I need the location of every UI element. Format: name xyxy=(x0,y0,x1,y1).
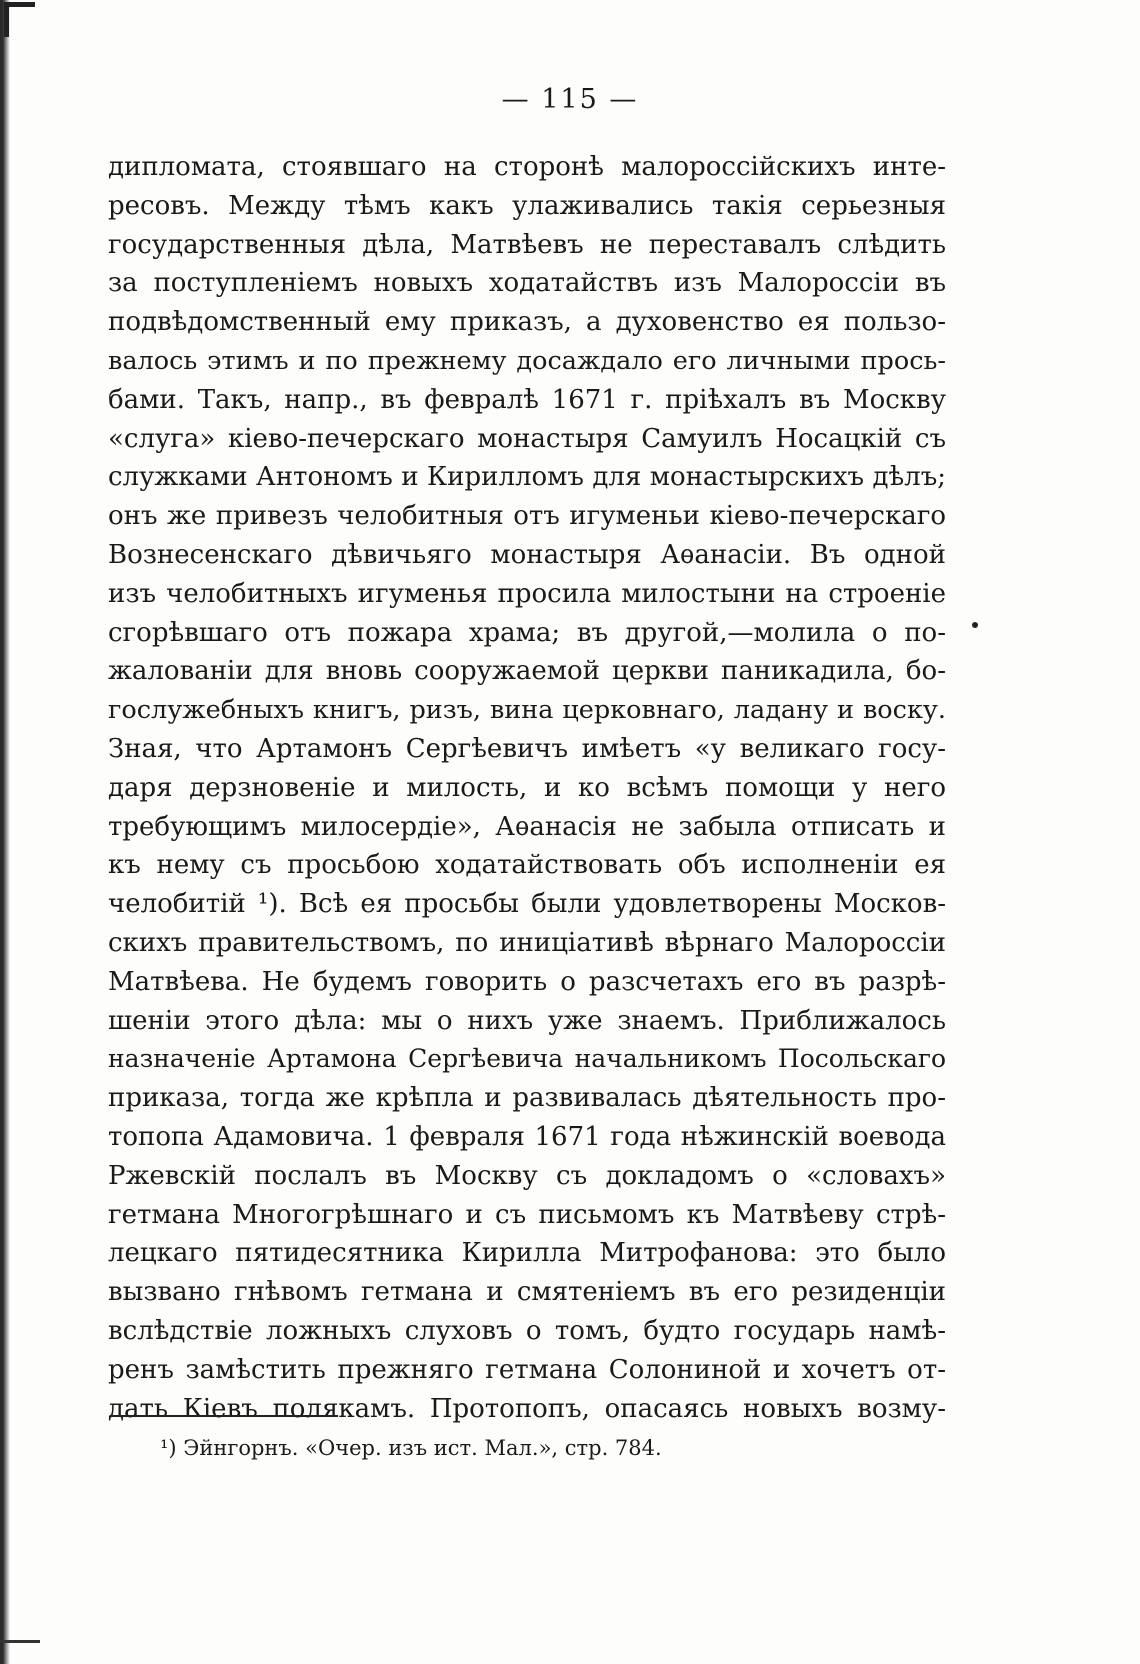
text-line: Матвѣева. Не будемъ говорить о разсчетахъ его въ разрѣ- xyxy=(108,966,946,997)
text-line: дипломата, стоявшаго на сторонѣ малороссійскихъ инте- xyxy=(108,152,946,182)
page-left-edge xyxy=(0,0,10,1664)
text-line: подвѣдомственный ему приказъ, а духовенство ея пользо- xyxy=(108,307,946,338)
bottom-edge-mark xyxy=(0,1640,40,1643)
text-line: изъ челобитныхъ игуменья просила милостыни на строеніе xyxy=(108,578,946,609)
corner-mark xyxy=(4,2,35,37)
text-line: требующимъ милосердіе», Аѳанасія не забыла отписать и xyxy=(108,811,946,842)
text-line: назначеніе Артамона Сергѣевича начальникомъ Посольскаго xyxy=(108,1044,946,1074)
ink-speck xyxy=(972,622,978,628)
text-line: даря дерзновеніе и милость, и ко всѣмъ помощи у него xyxy=(108,772,946,803)
text-line: приказа, тогда же крѣпла и развивалась дѣятельность про- xyxy=(108,1083,946,1114)
text-line: гослужебныхъ книгъ, ризъ, вина церковнаго, ладану и воску. xyxy=(108,695,946,726)
text-line: къ нему съ просьбою ходатайствовать объ исполненіи ея xyxy=(108,850,946,881)
text-line: бами. Такъ, напр., въ февралѣ 1671 г. пріѣхалъ въ Москву xyxy=(108,384,946,415)
text-line: служками Антономъ и Кирилломъ для монастырскихъ дѣлъ; xyxy=(108,462,946,493)
text-line: жалованіи для вновь сооружаемой церкви паникадила, бо- xyxy=(108,656,946,687)
page-number: — 115 — xyxy=(501,84,639,115)
footnote-divider xyxy=(110,1415,338,1417)
text-line: шеніи этого дѣла: мы о нихъ уже знаемъ. Приближалось xyxy=(108,1005,946,1036)
text-line: Вознесенскаго дѣвичьяго монастыря Аѳанасіи. Въ одной xyxy=(108,539,946,570)
text-line: Ржевскій послалъ въ Москву съ докладомъ о «словахъ» xyxy=(108,1160,946,1191)
text-line: валось этимъ и по прежнему досаждало его личными прось- xyxy=(108,345,946,376)
text-line: ресовъ. Между тѣмъ какъ улаживались такія серьезныя xyxy=(108,190,946,221)
text-line: вызвано гнѣвомъ гетмана и смятеніемъ въ его резиденціи xyxy=(108,1277,946,1308)
text-line: челобитій ¹). Всѣ ея просьбы были удовлетворены Москов- xyxy=(108,889,946,920)
text-line: дать Кіевъ полякамъ. Протопопъ, опасаясь новыхъ возму- xyxy=(108,1393,946,1424)
body-text xyxy=(108,148,946,1428)
text-line: топопа Адамовича. 1 февраля 1671 года нѣжинскій воевода xyxy=(108,1121,946,1152)
text-line: Зная, что Артамонъ Сергѣевичъ имѣетъ «у великаго госу- xyxy=(108,733,946,764)
text-line: государственныя дѣла, Матвѣевъ не переставалъ слѣдить xyxy=(108,229,946,260)
text-line: гетмана Многогрѣшнаго и съ письмомъ къ Матвѣеву стрѣ- xyxy=(108,1199,946,1230)
text-line: за поступленіемъ новыхъ ходатайствъ изъ Малороссіи въ xyxy=(108,268,946,299)
text-line: онъ же привезъ челобитныя отъ игуменьи кіево-печерскаго xyxy=(108,501,946,532)
text-line: сгорѣвшаго отъ пожара храма; въ другой,—молила о по- xyxy=(108,617,946,648)
footnote: ¹) Эйнгорнъ. «Очер. изъ ист. Мал.», стр. 784. xyxy=(160,1436,662,1460)
text-line: скихъ правительствомъ, по иниціативѣ вѣрнаго Малороссіи xyxy=(108,927,946,958)
text-line: лецкаго пятидесятника Кирилла Митрофанова: это было xyxy=(108,1238,946,1269)
text-line: ренъ замѣстить прежняго гетмана Солониной и хочетъ от- xyxy=(108,1354,946,1385)
text-line: «слуга» кіево-печерскаго монастыря Самуилъ Носацкій съ xyxy=(108,423,946,454)
text-line: вслѣдствіе ложныхъ слуховъ о томъ, будто государь намѣ- xyxy=(108,1315,946,1346)
